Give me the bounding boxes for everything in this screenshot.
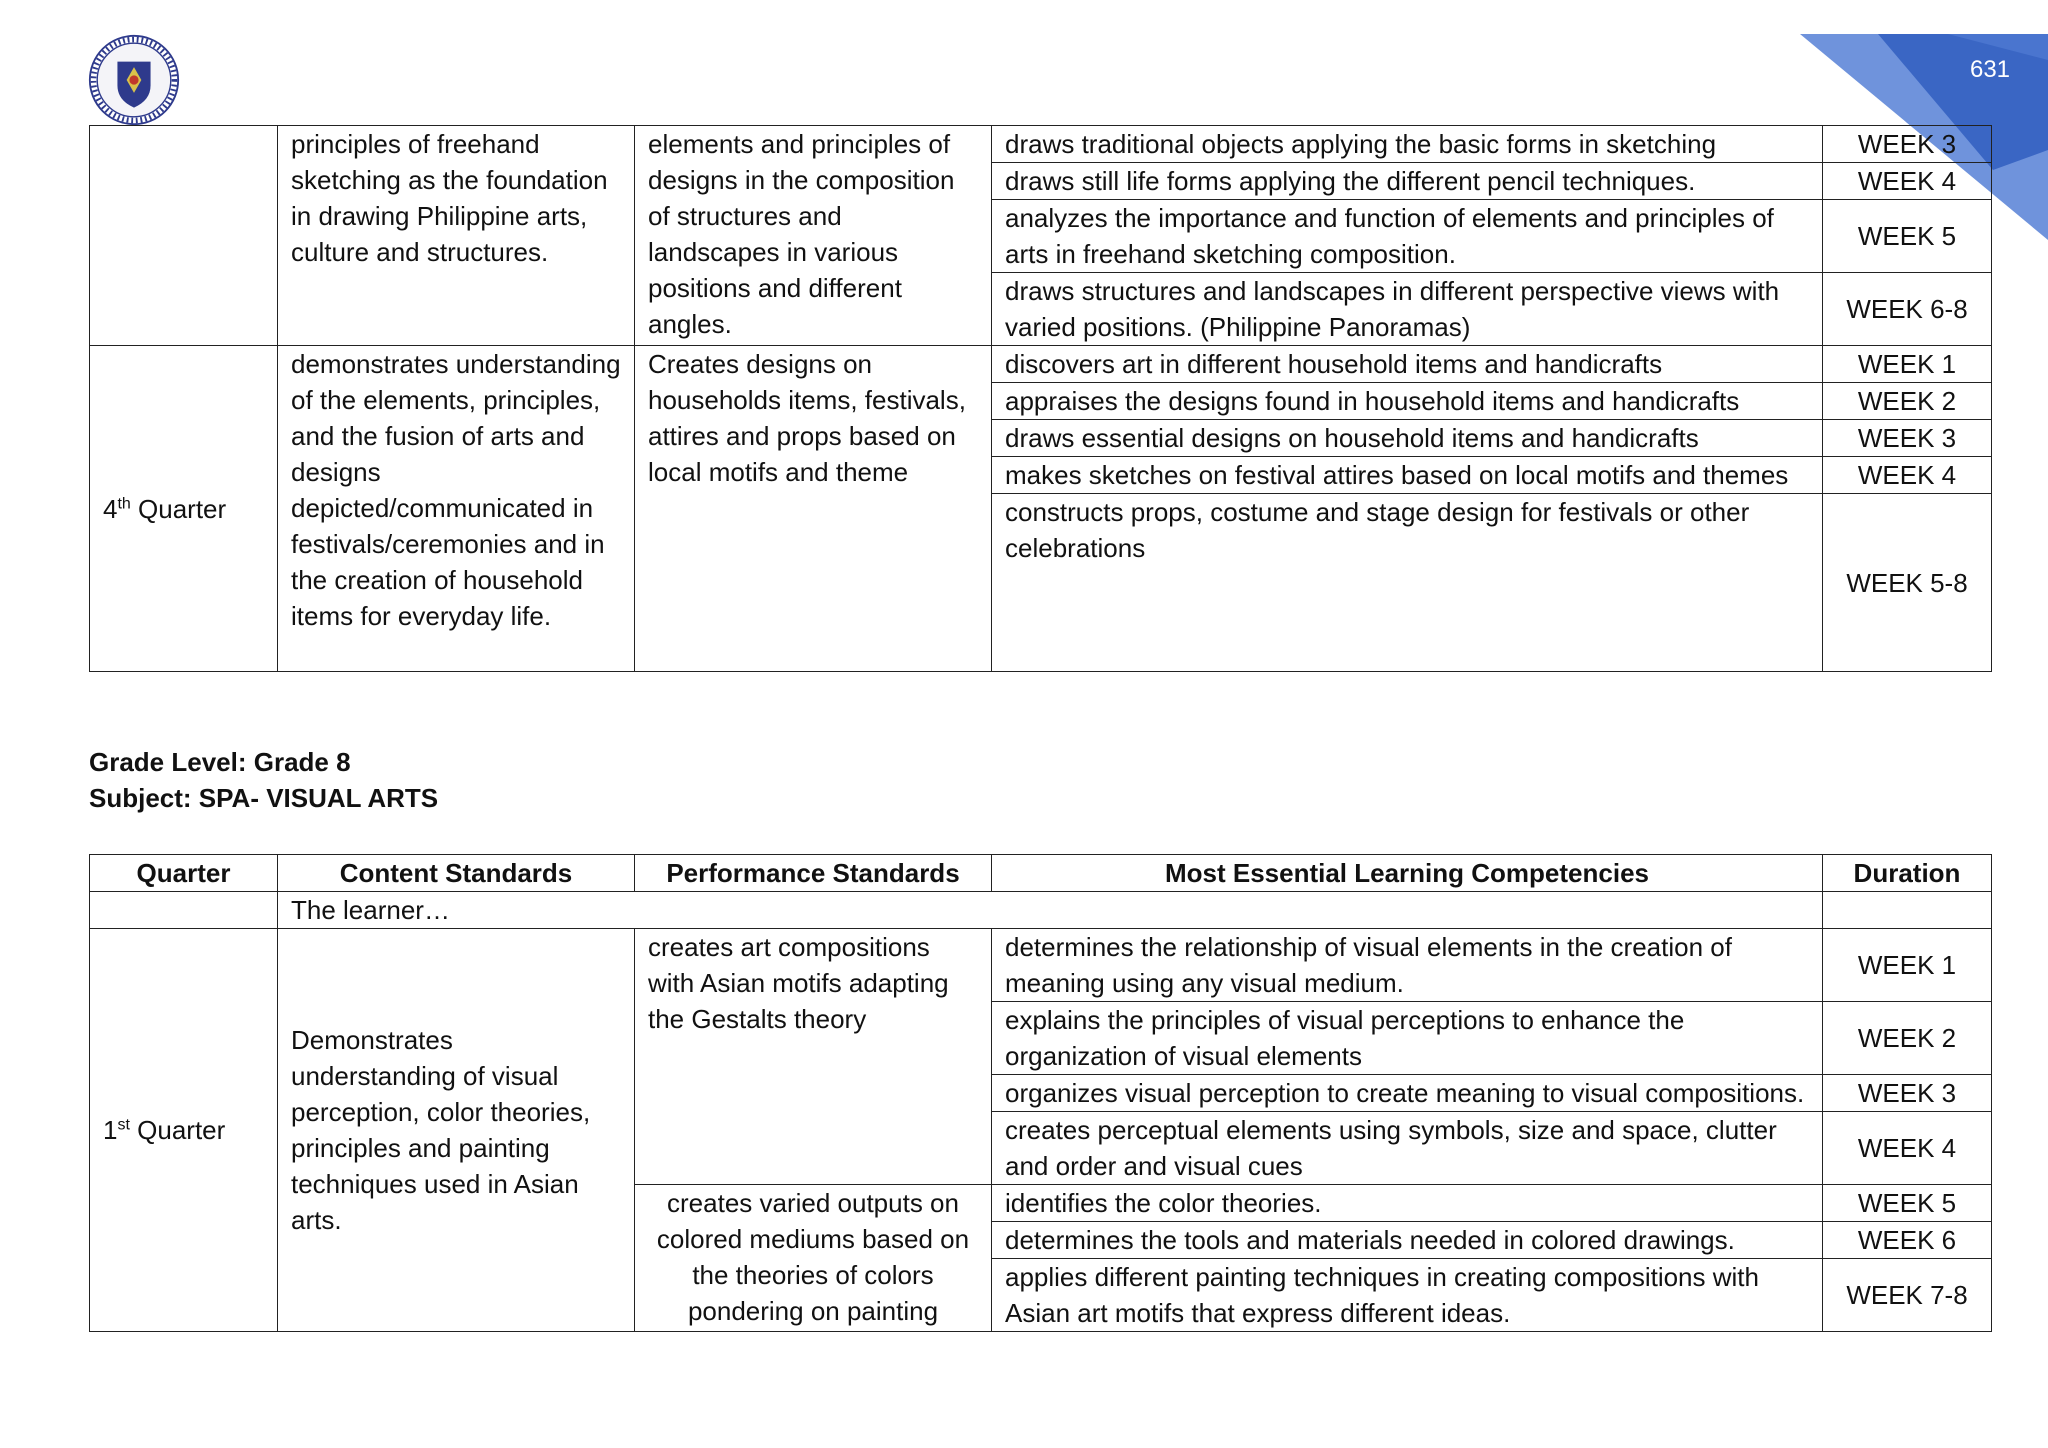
curriculum-table-grade8 [89, 854, 1992, 1332]
content-standard-cell: Demonstrates understanding of visual perception, color theories, principles and painting techniques used in Asian arts. [278, 929, 635, 1332]
quarter-number: 4 [103, 493, 118, 524]
competency-cell: organizes visual perception to create meaning to visual compositions. [992, 1075, 1823, 1112]
performance-standard-cell: creates varied outputs on colored mediums based on the theories of colors pondering on painting [635, 1185, 992, 1332]
header-content-standards: Content Standards [278, 855, 635, 892]
subject-label: Subject: SPA- VISUAL ARTS [89, 783, 439, 813]
quarter-cell-empty [90, 126, 278, 346]
performance-standard-cell: Creates designs on households items, festivals, attires and props based on local motifs and theme [635, 346, 992, 672]
table-row [90, 126, 1992, 163]
duration-cell: WEEK 3 [1823, 126, 1992, 163]
duration-cell: WEEK 4 [1823, 163, 1992, 200]
learner-label: The learner… [278, 892, 1823, 929]
duration-cell: WEEK 3 [1823, 1075, 1992, 1112]
duration-cell: WEEK 1 [1823, 929, 1992, 1002]
header-performance-standards: Performance Standards [635, 855, 992, 892]
duration-cell: WEEK 3 [1823, 420, 1992, 457]
quarter-label-4th [90, 346, 278, 672]
competency-cell: explains the principles of visual perceptions to enhance the organization of visual elements [992, 1002, 1823, 1075]
grade-level-label: Grade Level: Grade 8 [89, 747, 351, 777]
quarter-suffix: st [117, 1116, 130, 1134]
deped-seal-logo [88, 34, 180, 126]
header-quarter: Quarter [90, 855, 278, 892]
competency-cell: draws traditional objects applying the basic forms in sketching [992, 126, 1823, 163]
performance-standard-cell: elements and principles of designs in the composition of structures and landscapes in various positions and different angles. [635, 126, 992, 346]
duration-cell: WEEK 5 [1823, 200, 1992, 273]
competency-cell: discovers art in different household items and handicrafts [992, 346, 1823, 383]
quarter-word: Quarter [130, 493, 227, 524]
quarter-label-1st [90, 929, 278, 1332]
curriculum-table-continued [89, 125, 1992, 672]
competency-cell: draws still life forms applying the different pencil techniques. [992, 163, 1823, 200]
learner-row [90, 892, 1992, 929]
quarter-number: 1 [103, 1115, 118, 1145]
header-duration: Duration [1823, 855, 1992, 892]
duration-cell: WEEK 6 [1823, 1222, 1992, 1259]
competency-cell: constructs props, costume and stage design for festivals or other celebrations [992, 494, 1823, 672]
duration-cell: WEEK 5-8 [1823, 494, 1992, 672]
competency-cell: determines the tools and materials needed in colored drawings. [992, 1222, 1823, 1259]
competency-cell: draws structures and landscapes in different perspective views with varied positions. (Philippine Panoramas) [992, 273, 1823, 346]
duration-cell: WEEK 4 [1823, 1112, 1992, 1185]
empty-cell [1823, 892, 1992, 929]
header-competencies: Most Essential Learning Competencies [992, 855, 1823, 892]
duration-cell: WEEK 2 [1823, 1002, 1992, 1075]
table-row [90, 346, 1992, 383]
competency-cell: identifies the color theories. [992, 1185, 1823, 1222]
table-row [90, 929, 1992, 1002]
duration-cell: WEEK 5 [1823, 1185, 1992, 1222]
content-standard-cell: principles of freehand sketching as the foundation in drawing Philippine arts, culture and structures. [278, 126, 635, 346]
competency-cell: creates perceptual elements using symbols, size and space, clutter and order and visual cues [992, 1112, 1823, 1185]
duration-cell: WEEK 1 [1823, 346, 1992, 383]
duration-cell: WEEK 6-8 [1823, 273, 1992, 346]
competency-cell: determines the relationship of visual elements in the creation of meaning using any visual medium. [992, 929, 1823, 1002]
quarter-suffix: th [117, 494, 131, 512]
table-header-row [90, 855, 1992, 892]
duration-cell: WEEK 4 [1823, 457, 1992, 494]
grade-subject-info [89, 744, 438, 816]
duration-cell: WEEK 2 [1823, 383, 1992, 420]
competency-cell: makes sketches on festival attires based on local motifs and themes [992, 457, 1823, 494]
quarter-word: Quarter [129, 1115, 226, 1145]
competency-cell: draws essential designs on household items and handicrafts [992, 420, 1823, 457]
empty-cell [90, 892, 278, 929]
performance-standard-cell: creates art compositions with Asian motifs adapting the Gestalts theory [635, 929, 992, 1185]
competency-cell: appraises the designs found in household items and handicrafts [992, 383, 1823, 420]
competency-cell: applies different painting techniques in creating compositions with Asian art motifs that express different ideas. [992, 1259, 1823, 1332]
page-number: 631 [1969, 56, 2011, 83]
competency-cell: analyzes the importance and function of elements and principles of arts in freehand sketching composition. [992, 200, 1823, 273]
content-standard-cell: demonstrates understanding of the elements, principles, and the fusion of arts and designs depicted/communicated in festivals/ceremonies and in the creation of household items for everyday life. [278, 346, 635, 672]
duration-cell: WEEK 7-8 [1823, 1259, 1992, 1332]
